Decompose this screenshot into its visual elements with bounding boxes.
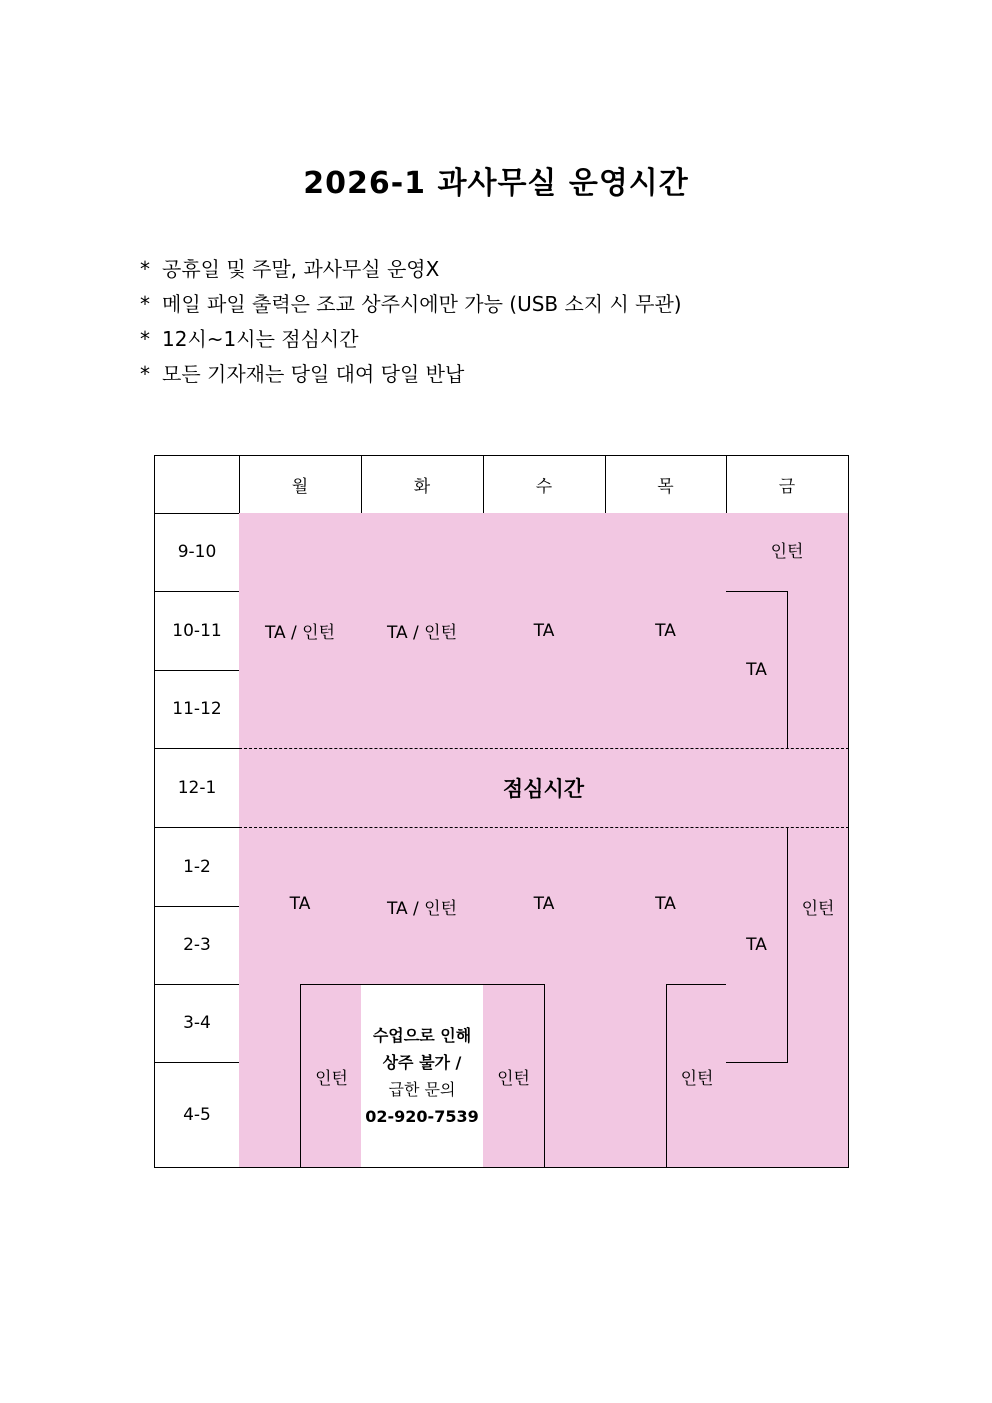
slot-wed-morning bbox=[483, 513, 606, 748]
notes-list bbox=[140, 252, 682, 392]
note-text: 메일 파일 출력은 조교 상주시에만 가능 (USB 소지 시 무관) bbox=[162, 292, 682, 316]
slot-label: TA bbox=[746, 935, 767, 955]
slot-label: TA bbox=[289, 894, 311, 914]
notice-line: 급한 문의 bbox=[388, 1080, 456, 1099]
slot-label: TA / 인턴 bbox=[386, 623, 458, 643]
time-label-cell bbox=[154, 1062, 240, 1168]
note-item bbox=[140, 252, 682, 287]
time-label: 12-1 bbox=[177, 777, 217, 798]
time-label: 4-5 bbox=[183, 1104, 211, 1125]
slot-label: 인턴 bbox=[315, 1069, 348, 1089]
time-label-cell bbox=[154, 984, 240, 1063]
time-label-cell bbox=[154, 906, 240, 985]
notice-line: 수업으로 인해 bbox=[372, 1026, 472, 1045]
note-item bbox=[140, 322, 682, 357]
time-label-cell bbox=[154, 827, 240, 907]
slot-label: 인턴 bbox=[680, 1069, 714, 1089]
page-title: 2026-1 과사무실 운영시간 bbox=[303, 166, 689, 201]
time-label-cell bbox=[154, 670, 240, 749]
time-label-cell bbox=[154, 591, 240, 671]
note-text: 모든 기자재는 당일 대여 당일 반납 bbox=[162, 362, 465, 386]
slot-fri-afternoon-intern bbox=[787, 828, 849, 985]
slot-fri-afternoon-ta bbox=[726, 828, 788, 1063]
slot-lunch bbox=[239, 748, 849, 828]
slot-label: 인턴 bbox=[801, 899, 835, 919]
time-label-cell bbox=[154, 513, 240, 592]
day-header-wed bbox=[483, 455, 606, 514]
slot-fri-morning-ta bbox=[726, 591, 788, 748]
slot-tue-afternoon bbox=[361, 828, 484, 985]
note-bullet: * bbox=[140, 292, 150, 316]
slot-wed-late-intern bbox=[483, 984, 545, 1168]
notice-line: 상주 불가 / bbox=[382, 1053, 462, 1072]
day-label: 화 bbox=[413, 477, 431, 497]
day-header-thu bbox=[605, 455, 727, 514]
slot-thu-morning bbox=[605, 513, 727, 748]
slot-thu-late-intern bbox=[666, 984, 727, 1168]
slot-label: 인턴 bbox=[497, 1069, 530, 1089]
slot-label: TA / 인턴 bbox=[264, 623, 336, 643]
slot-tue-notice bbox=[361, 984, 484, 1168]
time-label: 3-4 bbox=[183, 1013, 211, 1033]
day-label: 수 bbox=[535, 477, 553, 497]
time-label: 10-11 bbox=[172, 620, 222, 641]
corner-cell bbox=[154, 455, 240, 514]
note-bullet: * bbox=[140, 327, 150, 351]
time-label: 11-12 bbox=[172, 699, 222, 719]
slot-label: TA bbox=[655, 894, 676, 914]
day-header-tue bbox=[361, 455, 484, 514]
day-label: 목 bbox=[657, 477, 674, 497]
slot-label: TA bbox=[655, 620, 676, 641]
slot-label: TA bbox=[533, 620, 555, 641]
day-label: 월 bbox=[291, 477, 309, 497]
slot-mon-morning bbox=[239, 513, 362, 748]
time-label: 1-2 bbox=[183, 856, 211, 877]
slot-mon-late-intern bbox=[300, 984, 362, 1168]
time-label: 9-10 bbox=[177, 542, 217, 562]
slot-label: TA bbox=[533, 894, 555, 914]
day-header-fri bbox=[726, 455, 849, 514]
note-bullet: * bbox=[140, 362, 150, 386]
time-label: 2-3 bbox=[183, 935, 211, 955]
note-item bbox=[140, 357, 682, 392]
lunch-label: 점심시간 bbox=[502, 777, 585, 801]
note-text: 12시~1시는 점심시간 bbox=[162, 327, 359, 351]
note-text: 공휴일 및 주말, 과사무실 운영X bbox=[162, 257, 440, 281]
day-header-mon bbox=[239, 455, 362, 514]
slot-label: TA bbox=[746, 660, 767, 680]
time-label-cell bbox=[154, 748, 240, 828]
lunch-top-divider bbox=[239, 748, 849, 749]
note-item bbox=[140, 287, 682, 322]
slot-label: TA / 인턴 bbox=[386, 899, 458, 919]
day-label: 금 bbox=[778, 477, 796, 497]
slot-tue-morning bbox=[361, 513, 484, 748]
notice-phone: 02-920-7539 bbox=[365, 1107, 479, 1126]
slot-label: 인턴 bbox=[770, 542, 804, 562]
note-bullet: * bbox=[140, 257, 150, 281]
schedule-table bbox=[154, 455, 849, 1168]
